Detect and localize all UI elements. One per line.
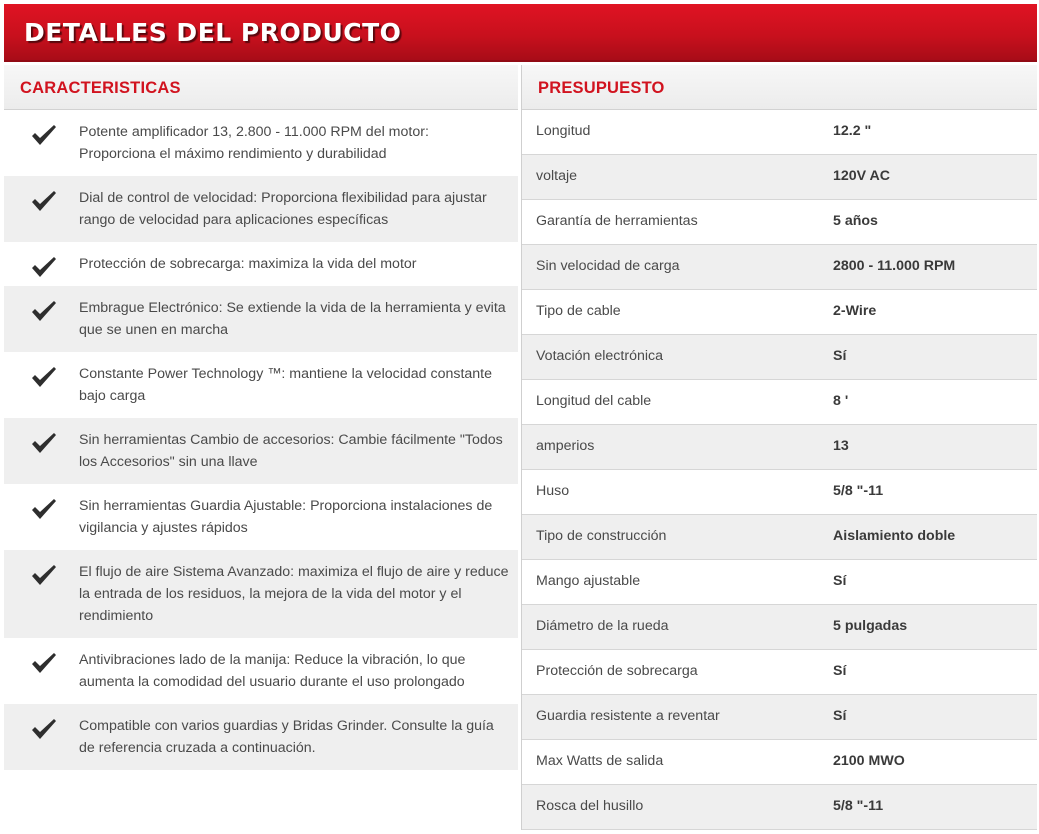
spec-value: 13 [833, 438, 849, 454]
spec-label: Guardia resistente a reventar [536, 708, 720, 724]
spec-row [522, 605, 1037, 650]
spec-row [522, 515, 1037, 560]
spec-value: Sí [833, 663, 847, 679]
spec-label: Longitud [536, 123, 591, 139]
checkmark-icon [30, 564, 58, 586]
feature-item [4, 550, 518, 638]
spec-label: Tipo de cable [536, 303, 621, 319]
spec-label: Longitud del cable [536, 393, 652, 409]
spec-row [522, 335, 1037, 380]
spec-row [522, 470, 1037, 515]
specs-column [521, 65, 1037, 830]
feature-text: Antivibraciones lado de la manija: Reduce la vibración, lo que aumenta la comodidad del usuario durante el uso prolongado [79, 652, 466, 690]
feature-item [4, 484, 518, 550]
feature-text: El flujo de aire Sistema Avanzado: maximiza el flujo de aire y reduce la entrada de los residuos, la mejora de la vida del motor y el rendimiento [79, 564, 509, 624]
checkmark-icon [30, 498, 58, 520]
spec-row [522, 425, 1037, 470]
feature-text: Embrague Electrónico: Se extiende la vida de la herramienta y evita que se unen en marcha [79, 300, 506, 338]
spec-label: Protección de sobrecarga [536, 663, 698, 679]
spec-value: 5/8 "-11 [833, 483, 884, 499]
spec-value: Sí [833, 348, 847, 364]
checkmark-icon [30, 300, 58, 322]
spec-row [522, 110, 1037, 155]
spec-value: 5/8 "-11 [833, 798, 884, 814]
checkmark-icon [30, 718, 58, 740]
feature-text: Constante Power Technology ™: mantiene la velocidad constante bajo carga [79, 366, 493, 404]
checkmark-icon [30, 652, 58, 674]
spec-table [522, 110, 1037, 830]
spec-label: Max Watts de salida [536, 753, 664, 769]
spec-row [522, 560, 1037, 605]
spec-label: Tipo de construcción [536, 528, 667, 544]
feature-text: Protección de sobrecarga: maximiza la vida del motor [79, 256, 417, 272]
feature-item [4, 418, 518, 484]
spec-label: amperios [536, 438, 595, 454]
spec-row [522, 695, 1037, 740]
spec-value: Sí [833, 708, 847, 724]
spec-value: 8 ' [833, 393, 849, 409]
product-details-banner [4, 4, 1037, 62]
feature-item [4, 110, 518, 176]
page-title: DETALLES DEL PRODUCTO [24, 18, 402, 47]
spec-value: 2800 - 11.000 RPM [833, 258, 956, 274]
spec-row [522, 245, 1037, 290]
spec-label: Garantía de herramientas [536, 213, 698, 229]
spec-label: Diámetro de la rueda [536, 618, 669, 634]
spec-label: Sin velocidad de carga [536, 258, 680, 274]
feature-item [4, 704, 518, 770]
checkmark-icon [30, 190, 58, 212]
feature-text: Compatible con varios guardias y Bridas Grinder. Consulte la guía de referencia cruzada a continuación. [79, 718, 494, 756]
feature-item [4, 352, 518, 418]
spec-value: 2100 MWO [833, 753, 905, 769]
features-header [4, 65, 518, 110]
spec-value: Aislamiento doble [833, 528, 956, 544]
spec-label: Huso [536, 483, 570, 499]
checkmark-icon [30, 366, 58, 388]
feature-item [4, 176, 518, 242]
checkmark-icon [30, 432, 58, 454]
feature-item [4, 638, 518, 704]
spec-value: 5 pulgadas [833, 618, 908, 634]
specs-header-label: PRESUPUESTO [538, 79, 665, 97]
spec-row [522, 380, 1037, 425]
spec-label: Mango ajustable [536, 573, 641, 589]
spec-value: 12.2 " [833, 123, 872, 139]
spec-row [522, 785, 1037, 830]
checkmark-icon [30, 124, 58, 146]
checkmark-icon [30, 256, 58, 278]
feature-text: Sin herramientas Cambio de accesorios: Cambie fácilmente "Todos los Accesorios" sin una llave [79, 432, 503, 470]
spec-value: Sí [833, 573, 847, 589]
spec-row [522, 650, 1037, 695]
spec-row [522, 290, 1037, 335]
feature-item [4, 242, 518, 286]
spec-label: voltaje [536, 168, 578, 184]
feature-list [4, 110, 518, 770]
spec-label: Rosca del husillo [536, 798, 644, 814]
features-header-label: CARACTERISTICAS [20, 79, 181, 97]
spec-value: 120V AC [833, 168, 891, 184]
spec-row [522, 740, 1037, 785]
spec-label: Votación electrónica [536, 348, 663, 364]
feature-text: Dial de control de velocidad: Proporciona flexibilidad para ajustar rango de velocidad para aplicaciones específicas [79, 190, 487, 228]
feature-text: Potente amplificador 13, 2.800 - 11.000 RPM del motor: Proporciona el máximo rendimiento y durabilidad [79, 124, 429, 162]
spec-value: 5 años [833, 213, 878, 229]
specs-header [522, 65, 1037, 110]
spec-value: 2-Wire [833, 303, 877, 319]
features-column [4, 65, 518, 770]
feature-text: Sin herramientas Guardia Ajustable: Proporciona instalaciones de vigilancia y ajustes rápidos [79, 498, 493, 536]
spec-row [522, 155, 1037, 200]
spec-row [522, 200, 1037, 245]
feature-item [4, 286, 518, 352]
